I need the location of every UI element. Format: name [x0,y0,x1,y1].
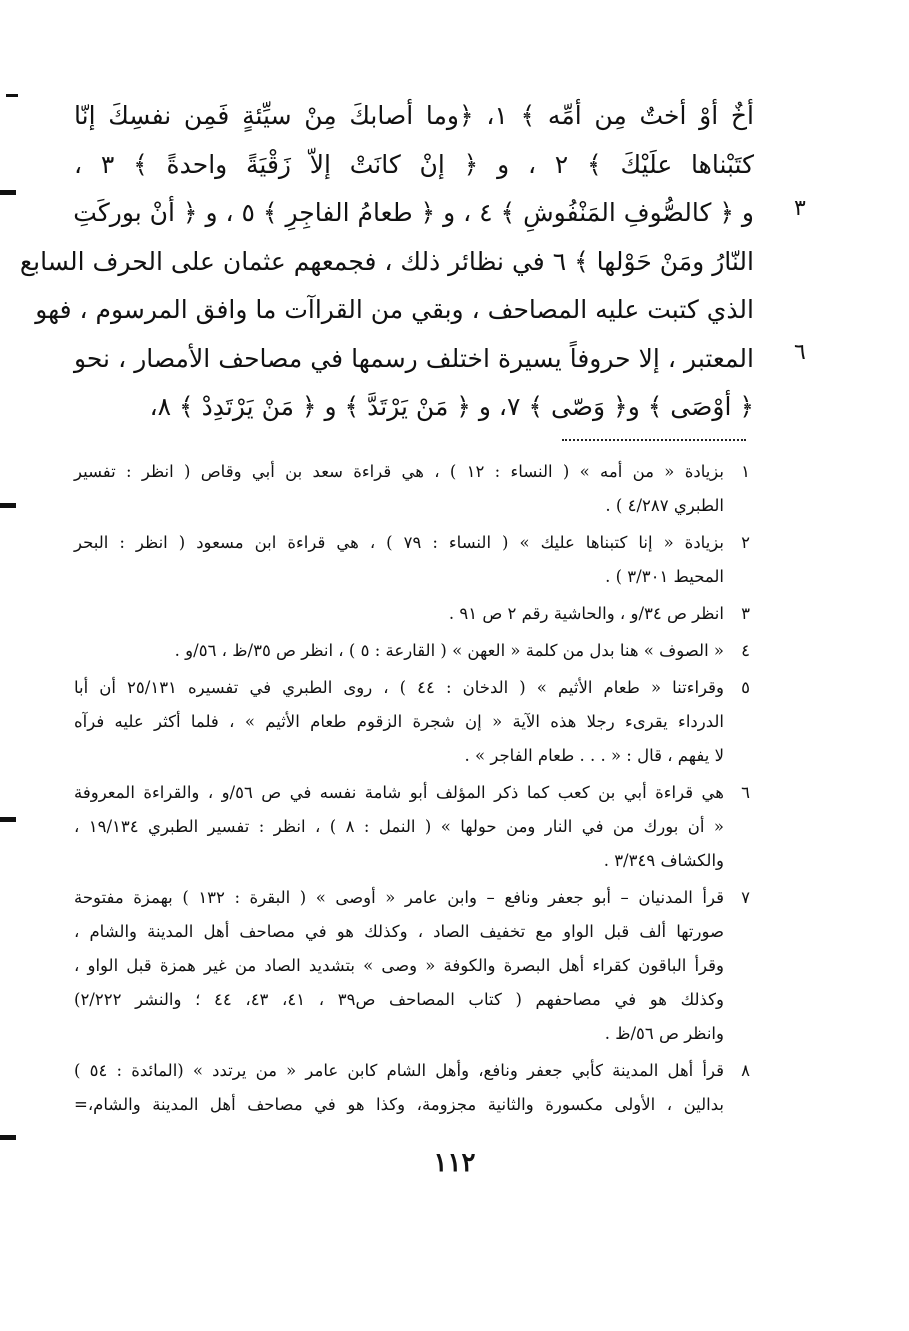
footnote-line: وقراءتنا « طعام الأثيم » ( الدخان : ٤٤ ) ، روى الطبري في تفسيره ٢٥/١٣١ أن أبا [74,678,725,697]
main-text-line: النّارُ ومَنْ حَوْلها ﴾ ٦ في نظائر ذلك ، فجمعهم عثمان على الحرف السابع [19,246,754,276]
footnote-text [74,634,724,668]
footnote-text [74,671,724,773]
main-text-line: الذي كتبت عليه المصاحف ، وبقي من القراآت ما وافق المرسوم ، فهو [35,295,754,324]
footnote-text [74,881,724,1051]
footnote [74,671,750,773]
footnote-line: صورتها ألف قبل الواو مع تخفيف الصاد ، وكذلك هو في مصاحف أهل المدينة والشام ، [74,922,724,941]
footnote-line: الدرداء يقرىء رجلا هذه الآية « إن شجرة الزقوم طعام الأثيم » ، فلما أكثر عليه فرآه [74,712,724,731]
footnote-line: وقرأ الباقون كقراء أهل البصرة والكوفة « وصى » بتشديد الصاد من غير همزة قبل الواو ، [74,956,724,975]
footnote-number: ١ [741,462,750,481]
footnote-line: قرأ أهل المدينة كأبي جعفر ونافع، وأهل الشام كابن عامر « من يرتدد » (المائدة : ٥٤ ) [74,1061,725,1080]
main-text-line: و ﴿ كالصُّوفِ المَنْفُوشِ ﴾ ٤ ، و ﴿ طعامُ الفاجِرِ ﴾ ٥ ، و ﴿ أنْ بوركَتِ [73,198,754,227]
main-text-line: ﴿ أوْصَى ﴾ و﴿ وَصّى ﴾ ٧، و ﴿ مَنْ يَرْتَدَّ ﴾ و ﴿ مَنْ يَرْتَدِدْ ﴾ ٨، [149,392,754,421]
main-text-line: أخٌ أوْ أختٌ مِن أمِّه ﴾ ١، ﴿وما أصابكَ مِنْ سيِّئةٍ فَمِن نفسِكَ إنّا [74,101,754,130]
footnote-number: ٣ [741,604,750,623]
footnote-line: هي قراءة أبي بن كعب كما ذكر المؤلف أبو شامة نفسه في ص ٥٦/و ، والقراءة المعروفة [74,783,724,802]
footnote-line: « أن بورك من في النار ومن حولها » ( النمل : ٨ ) ، انظر : تفسير الطبري ١٩/١٣٤ ، [74,817,724,836]
footnote-line: قرأ المدنيان – أبو جعفر ونافع – وابن عامر « أوصى » ( البقرة : ١٣٢ ) بهمزة مفتوحة [74,888,724,907]
scan-edge-mark [0,190,16,195]
footnote-text [74,597,724,631]
footnote-line: والكشاف ٣/٣٤٩ . [603,851,724,870]
footnote [74,1054,750,1122]
footnote-divider [562,439,746,441]
scan-edge-mark [0,1135,16,1140]
footnote-text [74,776,724,878]
footnote-text [74,1054,724,1122]
footnote-line: بزيادة « إنا كتبناها عليك » ( النساء : ٧٩ ) ، هي قراءة ابن مسعود ( انظر : البحر [74,533,724,552]
footnotes-block [74,455,750,1125]
margin-line-number: ٣ [794,196,806,221]
scan-edge-mark [6,94,18,97]
main-text-line: المعتبر ، إلا حروفاً يسيرة اختلف رسمها في مصاحف الأمصار ، نحو [74,343,754,373]
footnote-text [74,526,724,594]
footnote-line: وكذلك هو في مصاحفهم ( كتاب المصاحف ص٣٩ ، ٤١، ٤٣، ٤٤ ؛ والنشر ٢/٢٢٢) [74,990,724,1009]
footnote-number: ٤ [741,641,750,660]
footnote-number: ٦ [741,783,750,802]
margin-line-number: ٦ [794,340,806,365]
footnote-number: ٧ [741,888,750,907]
scan-edge-mark [0,503,16,508]
main-text-line: كتَبْناها علَيْكَ ﴾ ٢ ، و ﴿ إنْ كانَتْ إلاّ زَقْيَةً واحدةً ﴾ ٣ ، [74,149,754,179]
footnote-line: الطبري ٤/٢٨٧ ) . [605,496,724,515]
main-text-block [19,92,754,432]
footnote-line: وانظر ص ٥٦/ظ . [604,1024,724,1043]
footnote-line: لا يفهم ، قال : « . . . طعام الفاجر » . [464,746,724,765]
footnote-number: ٨ [741,1061,750,1080]
footnote-line: انظر ص ٣٤/و ، والحاشية رقم ٢ ص ٩١ . [448,604,724,623]
footnote [74,597,750,631]
footnote-line: « الصوف » هنا بدل من كلمة « العهن » ( القارعة : ٥ ) ، انظر ص ٣٥/ظ ، ٥٦/و . [174,641,724,660]
scan-edge-mark [0,817,16,822]
footnote [74,881,750,1051]
footnote [74,776,750,878]
page-number: ١١٢ [433,1148,476,1178]
footnote [74,526,750,594]
footnote-number: ٥ [741,678,750,697]
footnote [74,634,750,668]
footnote [74,455,750,523]
footnote-line: المحيط ٣/٣٠١ ) . [605,567,724,586]
footnote-line: بزيادة « من أمه » ( النساء : ١٢ ) ، هي قراءة سعد بن أبي وقاص ( انظر : تفسير [74,462,725,481]
footnote-line: بدالين ، الأولى مكسورة والثانية مجزومة، وكذا هو في مصاحف أهل المدينة والشام،= [74,1095,724,1114]
footnote-text [74,455,724,523]
footnote-number: ٢ [741,533,750,552]
